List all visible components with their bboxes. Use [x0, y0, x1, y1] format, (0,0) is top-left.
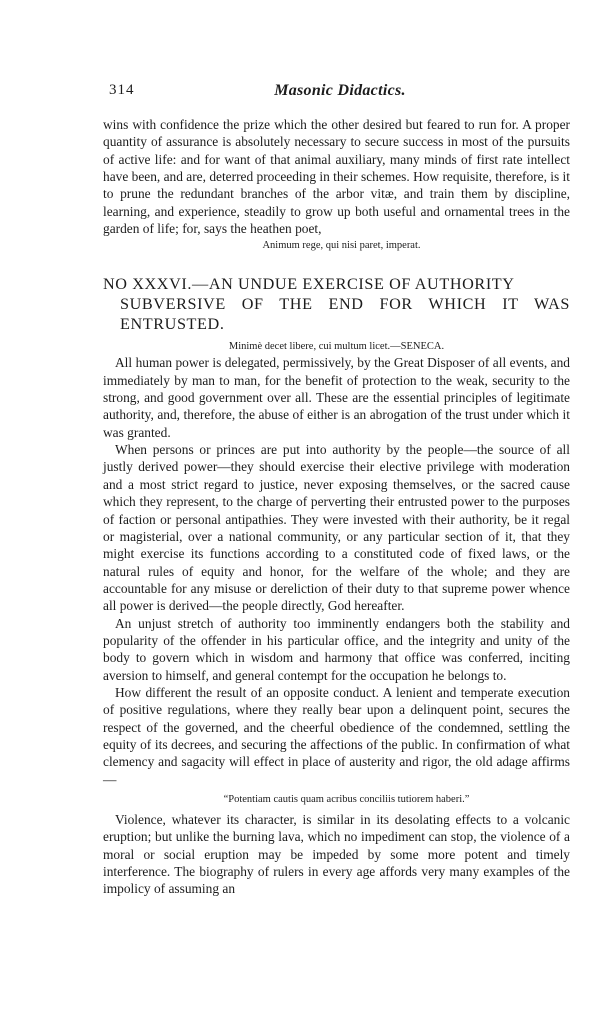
running-title: Masonic Didactics. [274, 82, 406, 99]
latin-quote-horace: Animum rege, qui nisi paret, imperat. [262, 240, 421, 252]
section-heading [103, 274, 570, 334]
paragraph: All human power is delegated, permissively, by the Great Disposer of all events, and immediately by man to man, for the benefit of protection to the weak, security to the strong, and good government over all. These are the essential principles of legitimate authority, and, therefore, the abuse of either is an abrogation of the trust under which it was granted. [103, 355, 570, 440]
paragraph: How different the result of an opposite conduct. A lenient and temperate execution of positive regulations, where they really bear upon a delinquent point, secures the respect of the governed, and the cheerful obedience of the condemned, settling the equity of its decrees, and securing the affections of the public. In confirmation of what clemency and sagacity will effect in place of austerity and rigor, the old adage affirms— [103, 684, 570, 787]
section-title-line2: SUBVERSIVE OF THE END FOR WHICH IT WAS ENTRUSTED. [120, 295, 570, 334]
paragraph: An unjust stretch of authority too imminently endangers both the stability and popularity of the offender in his particular office, and the integrity and unity of the body to govern which in wisdom and harmony that office was conferred, inciting aversion to himself, and general contempt for the occupation he belongs to. [103, 615, 570, 683]
latin-quote-adage: “Potentiam cautis quam acribus conciliis tutiorem haberi.” [223, 794, 470, 805]
paragraph: When persons or princes are put into authority by the people—the source of all justly derived power—they should exercise their elective privilege with moderation and a most strict regard to justice, never exposing themselves, or the sacred cause which they represent, to the charge of perverting their entrusted power to the purposes of faction or personal antipathies. They were invested with their authority, be it regal or magisterial, over a national community, or any particular section of it, that they might exercise its functions according to a constituted code of fixed laws, or the natural rules of equity and honor, for the welfare of the whole; and they are accountable for any misuse or dereliction of their duty to that supreme power whence all power is derived—the people directly, God hereafter. [103, 442, 570, 614]
page-number: 314 [109, 82, 135, 98]
closing-paragraph: Violence, whatever its character, is similar in its desolating effects to a volcanic eruption; but unlike the burning lava, which no impediment can stop, the violence of a moral or social eruption may be impeded by some more potent and timely interference. The biography of rulers in every age affords very many examples of the impolicy of assuming an [103, 812, 570, 897]
section-motto: Minimè decet libere, cui multum licet.—SENECA. [228, 341, 445, 353]
intro-paragraph: wins with confidence the prize which the other desired but feared to run for. A proper quantity of assurance is absolutely necessary to secure success in most of the pursuits of active life: and for want of that animal auxiliary, many minds of first rate intellect have been, and are, deterred proceeding in their schemes. How requisite, therefore, is it to prune the redundant branches of the arbor vitæ, and train them by discipline, learning, and experience, steadily to grow up both useful and ornamental trees in the garden of life; for, says the heathen poet, [103, 117, 570, 237]
page-header [109, 82, 571, 104]
page-body [103, 116, 570, 898]
section-title-line1: AN UNDUE EXERCISE OF AUTHORITY [208, 275, 515, 294]
section-number: NO XXXVI.— [103, 275, 209, 294]
